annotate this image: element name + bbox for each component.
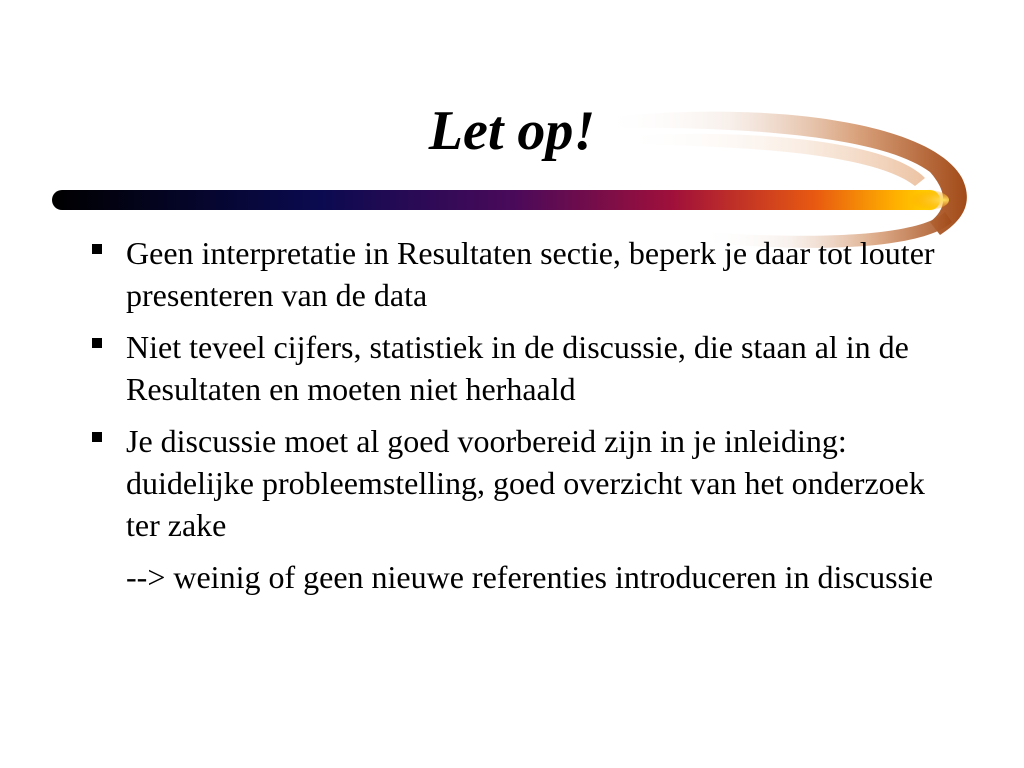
list-item: [90, 232, 960, 316]
slide-title: Let op!: [428, 100, 596, 162]
bullet-text: Niet teveel cijfers, statistiek in de discussie, die staan al in de Resultaten en moeten niet herhaald: [126, 329, 909, 407]
square-bullet-icon: [92, 244, 102, 254]
bullet-text: Je discussie moet al goed voorbereid zijn in je inleiding: duidelijke probleemstelling, goed overzicht van het onderzoek ter zake: [126, 423, 925, 543]
square-bullet-icon: [92, 338, 102, 348]
note-item: [90, 556, 960, 598]
bullet-text: Geen interpretatie in Resultaten sectie, beperk je daar tot louter presenteren van de data: [126, 235, 935, 313]
list-item: [90, 420, 960, 546]
note-text: --> weinig of geen nieuwe referenties introduceren in discussie: [126, 559, 934, 595]
bullet-list: [90, 232, 960, 598]
list-item: [90, 326, 960, 410]
square-bullet-icon: [92, 432, 102, 442]
